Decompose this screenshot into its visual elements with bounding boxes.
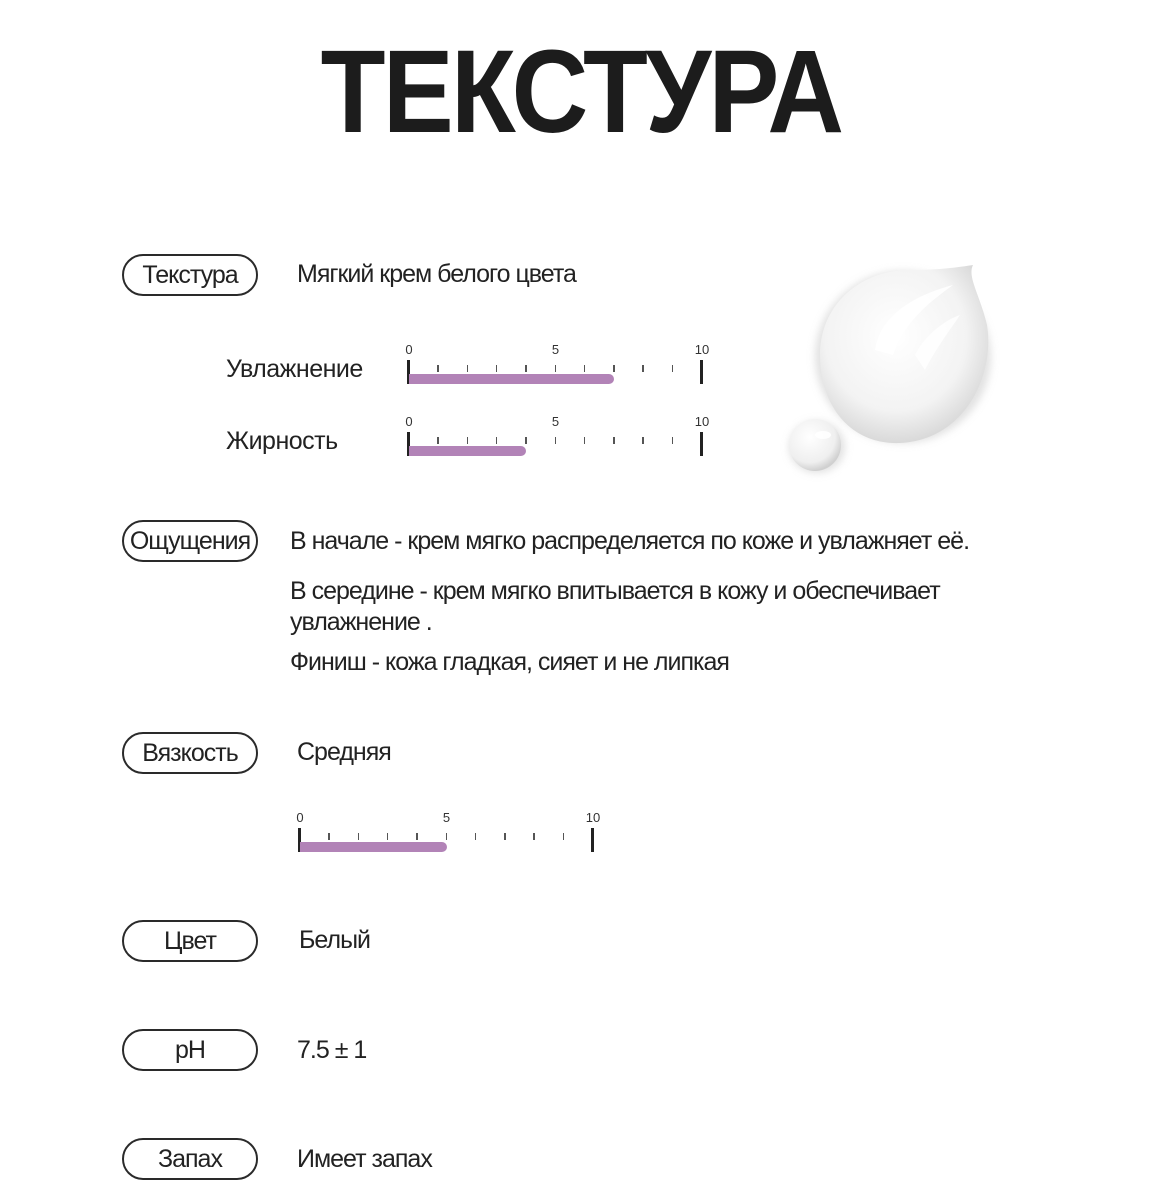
scale-tick bbox=[563, 833, 565, 840]
scale-tick-label-5: 5 bbox=[442, 810, 451, 825]
scale-tick bbox=[467, 437, 469, 444]
sensation-line-middle-cont: увлажнение . bbox=[290, 608, 432, 636]
scale-tick bbox=[446, 833, 448, 840]
scale-tick bbox=[358, 833, 360, 840]
color-pill: Цвет bbox=[122, 920, 258, 962]
scale-tick bbox=[475, 833, 477, 840]
viscosity-pill: Вязкость bbox=[122, 732, 258, 774]
scale-tick bbox=[328, 833, 330, 840]
scale-tick bbox=[672, 437, 674, 444]
scale-tick bbox=[642, 437, 644, 444]
ph-value: 7.5 ± 1 bbox=[297, 1036, 367, 1064]
scale-tick bbox=[613, 365, 615, 372]
scale-tick bbox=[437, 365, 439, 372]
sensation-line-start: В начале - крем мягко распределяется по коже и увлажняет её. bbox=[290, 527, 970, 555]
scale-tick-label-10: 10 bbox=[585, 810, 601, 825]
sensation-line-middle: В середине - крем мягко впитывается в кожу и обеспечивает bbox=[290, 577, 940, 605]
scale-fill-bar bbox=[300, 842, 447, 852]
ph-pill: pH bbox=[122, 1029, 258, 1071]
scale-tick bbox=[555, 365, 557, 372]
scale-tick bbox=[525, 365, 527, 372]
scale-tick-label-0: 0 bbox=[405, 342, 413, 357]
page-title: ТЕКСТУРА bbox=[320, 26, 842, 158]
sensation-line-finish: Финиш - кожа гладкая, сияет и не липкая bbox=[290, 648, 729, 676]
smell-pill: Запах bbox=[122, 1138, 258, 1180]
scale-end-line bbox=[591, 828, 594, 852]
scale-fill-bar bbox=[409, 446, 526, 456]
color-value: Белый bbox=[299, 926, 371, 954]
scale-end-line bbox=[700, 360, 703, 384]
scale-tick-label-5: 5 bbox=[551, 414, 560, 429]
scale-tick bbox=[467, 365, 469, 372]
smell-value: Имеет запах bbox=[297, 1145, 432, 1173]
scale-tick-label-10: 10 bbox=[694, 414, 710, 429]
scale-tick-label-0: 0 bbox=[296, 810, 304, 825]
oiliness-scale bbox=[405, 414, 710, 464]
scale-tick bbox=[642, 365, 644, 372]
sensation-pill: Ощущения bbox=[122, 520, 258, 562]
scale-tick bbox=[387, 833, 389, 840]
scale-tick bbox=[555, 437, 557, 444]
oiliness-label: Жирность bbox=[226, 427, 338, 455]
scale-tick bbox=[437, 437, 439, 444]
scale-tick bbox=[533, 833, 535, 840]
cream-swatch-image bbox=[775, 255, 1015, 485]
scale-tick-label-5: 5 bbox=[551, 342, 560, 357]
scale-tick bbox=[584, 437, 586, 444]
texture-pill: Текстура bbox=[122, 254, 258, 296]
scale-tick bbox=[672, 365, 674, 372]
moisture-label: Увлажнение bbox=[226, 355, 363, 383]
texture-value: Мягкий крем белого цвета bbox=[297, 260, 576, 288]
scale-tick bbox=[504, 833, 506, 840]
moisture-scale bbox=[405, 342, 710, 392]
scale-tick bbox=[496, 365, 498, 372]
scale-tick bbox=[584, 365, 586, 372]
scale-tick-label-10: 10 bbox=[694, 342, 710, 357]
scale-tick bbox=[416, 833, 418, 840]
viscosity-value: Средняя bbox=[297, 738, 391, 766]
scale-tick bbox=[525, 437, 527, 444]
scale-tick bbox=[613, 437, 615, 444]
scale-end-line bbox=[700, 432, 703, 456]
scale-tick-label-0: 0 bbox=[405, 414, 413, 429]
scale-tick bbox=[496, 437, 498, 444]
viscosity-scale bbox=[296, 810, 601, 860]
scale-fill-bar bbox=[409, 374, 614, 384]
